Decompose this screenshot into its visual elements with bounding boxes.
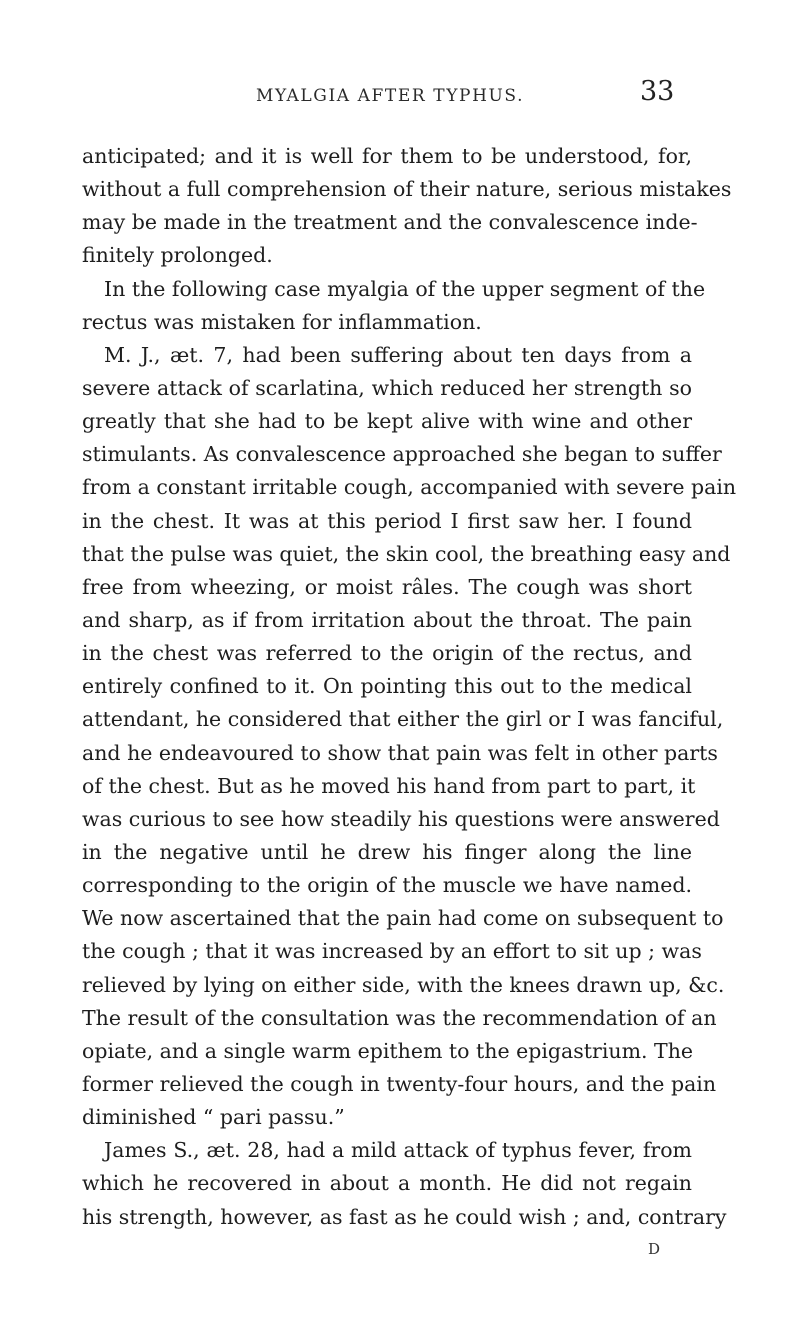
text-line: was curious to see how steadily his questions were answered (82, 806, 720, 831)
text-line: without a full comprehension of their nature, serious mistakes (82, 177, 732, 202)
text-line: and sharp, as if from irritation about the throat. The pain (82, 607, 692, 632)
text-line: and he endeavoured to show that pain was felt in other parts (82, 740, 718, 765)
text-line: The result of the consultation was the recommendation of an (82, 1005, 717, 1030)
text-line: in the chest was referred to the origin of the rectus, and (82, 641, 692, 666)
text-line: stimulants. As convalescence approached she began to suffer (82, 442, 722, 467)
signature-mark: D (648, 1240, 661, 1258)
running-title: MYALGIA AFTER TYPHUS. (256, 86, 525, 106)
text-line: greatly that she had to be kept alive with wine and other (82, 409, 692, 434)
text-line: rectus was mistaken for inflammation. (82, 309, 482, 334)
text-line: which he recovered in about a month. He did not regain (82, 1171, 692, 1196)
text-line: anticipated; and it is well for them to be understood, for, (82, 144, 692, 168)
text-line: James S., æt. 28, had a mild attack of typhus fever, from (104, 1138, 692, 1163)
text-line: his strength, however, as fast as he could wish ; and, contrary (82, 1204, 727, 1229)
text-line: attendant, he considered that either the girl or I was fanciful, (82, 707, 724, 732)
text-line: in the chest. It was at this period I first saw her. I found (82, 508, 692, 533)
text-line: from a constant irritable cough, accompanied with severe pain (82, 475, 737, 500)
text-line: that the pulse was quiet, the skin cool, the breathing easy and (82, 541, 731, 566)
text-line: M. J., æt. 7, had been suffering about ten days from a (104, 342, 692, 367)
text-line: relieved by lying on either side, with the knees drawn up, &c. (82, 972, 725, 997)
page-number: 33 (640, 76, 675, 107)
text-line: free from wheezing, or moist râles. The cough was short (82, 574, 692, 599)
text-line: the cough ; that it was increased by an effort to sit up ; was (82, 939, 702, 964)
text-line: former relieved the cough in twenty-four hours, and the pain (82, 1071, 717, 1096)
text-line: severe attack of scarlatina, which reduced her strength so (82, 375, 692, 400)
text-line: opiate, and a single warm epithem to the epigastrium. The (82, 1038, 694, 1063)
text-line: of the chest. But as he moved his hand from part to part, it (82, 773, 696, 798)
text-line: In the following case myalgia of the upper segment of the (104, 276, 706, 301)
text-line: diminished “ pari passu.” (82, 1105, 345, 1130)
text-line: entirely confined to it. On pointing this out to the medical (82, 674, 692, 699)
text-line: corresponding to the origin of the muscle we have named. (82, 873, 692, 898)
body-text (82, 140, 737, 1234)
text-line: may be made in the treatment and the convalescence inde- (82, 210, 698, 235)
text-line: in the negative until he drew his finger along the line (82, 839, 692, 864)
text-line: We now ascertained that the pain had come on subsequent to (82, 906, 724, 931)
text-line: finitely prolonged. (82, 243, 273, 268)
